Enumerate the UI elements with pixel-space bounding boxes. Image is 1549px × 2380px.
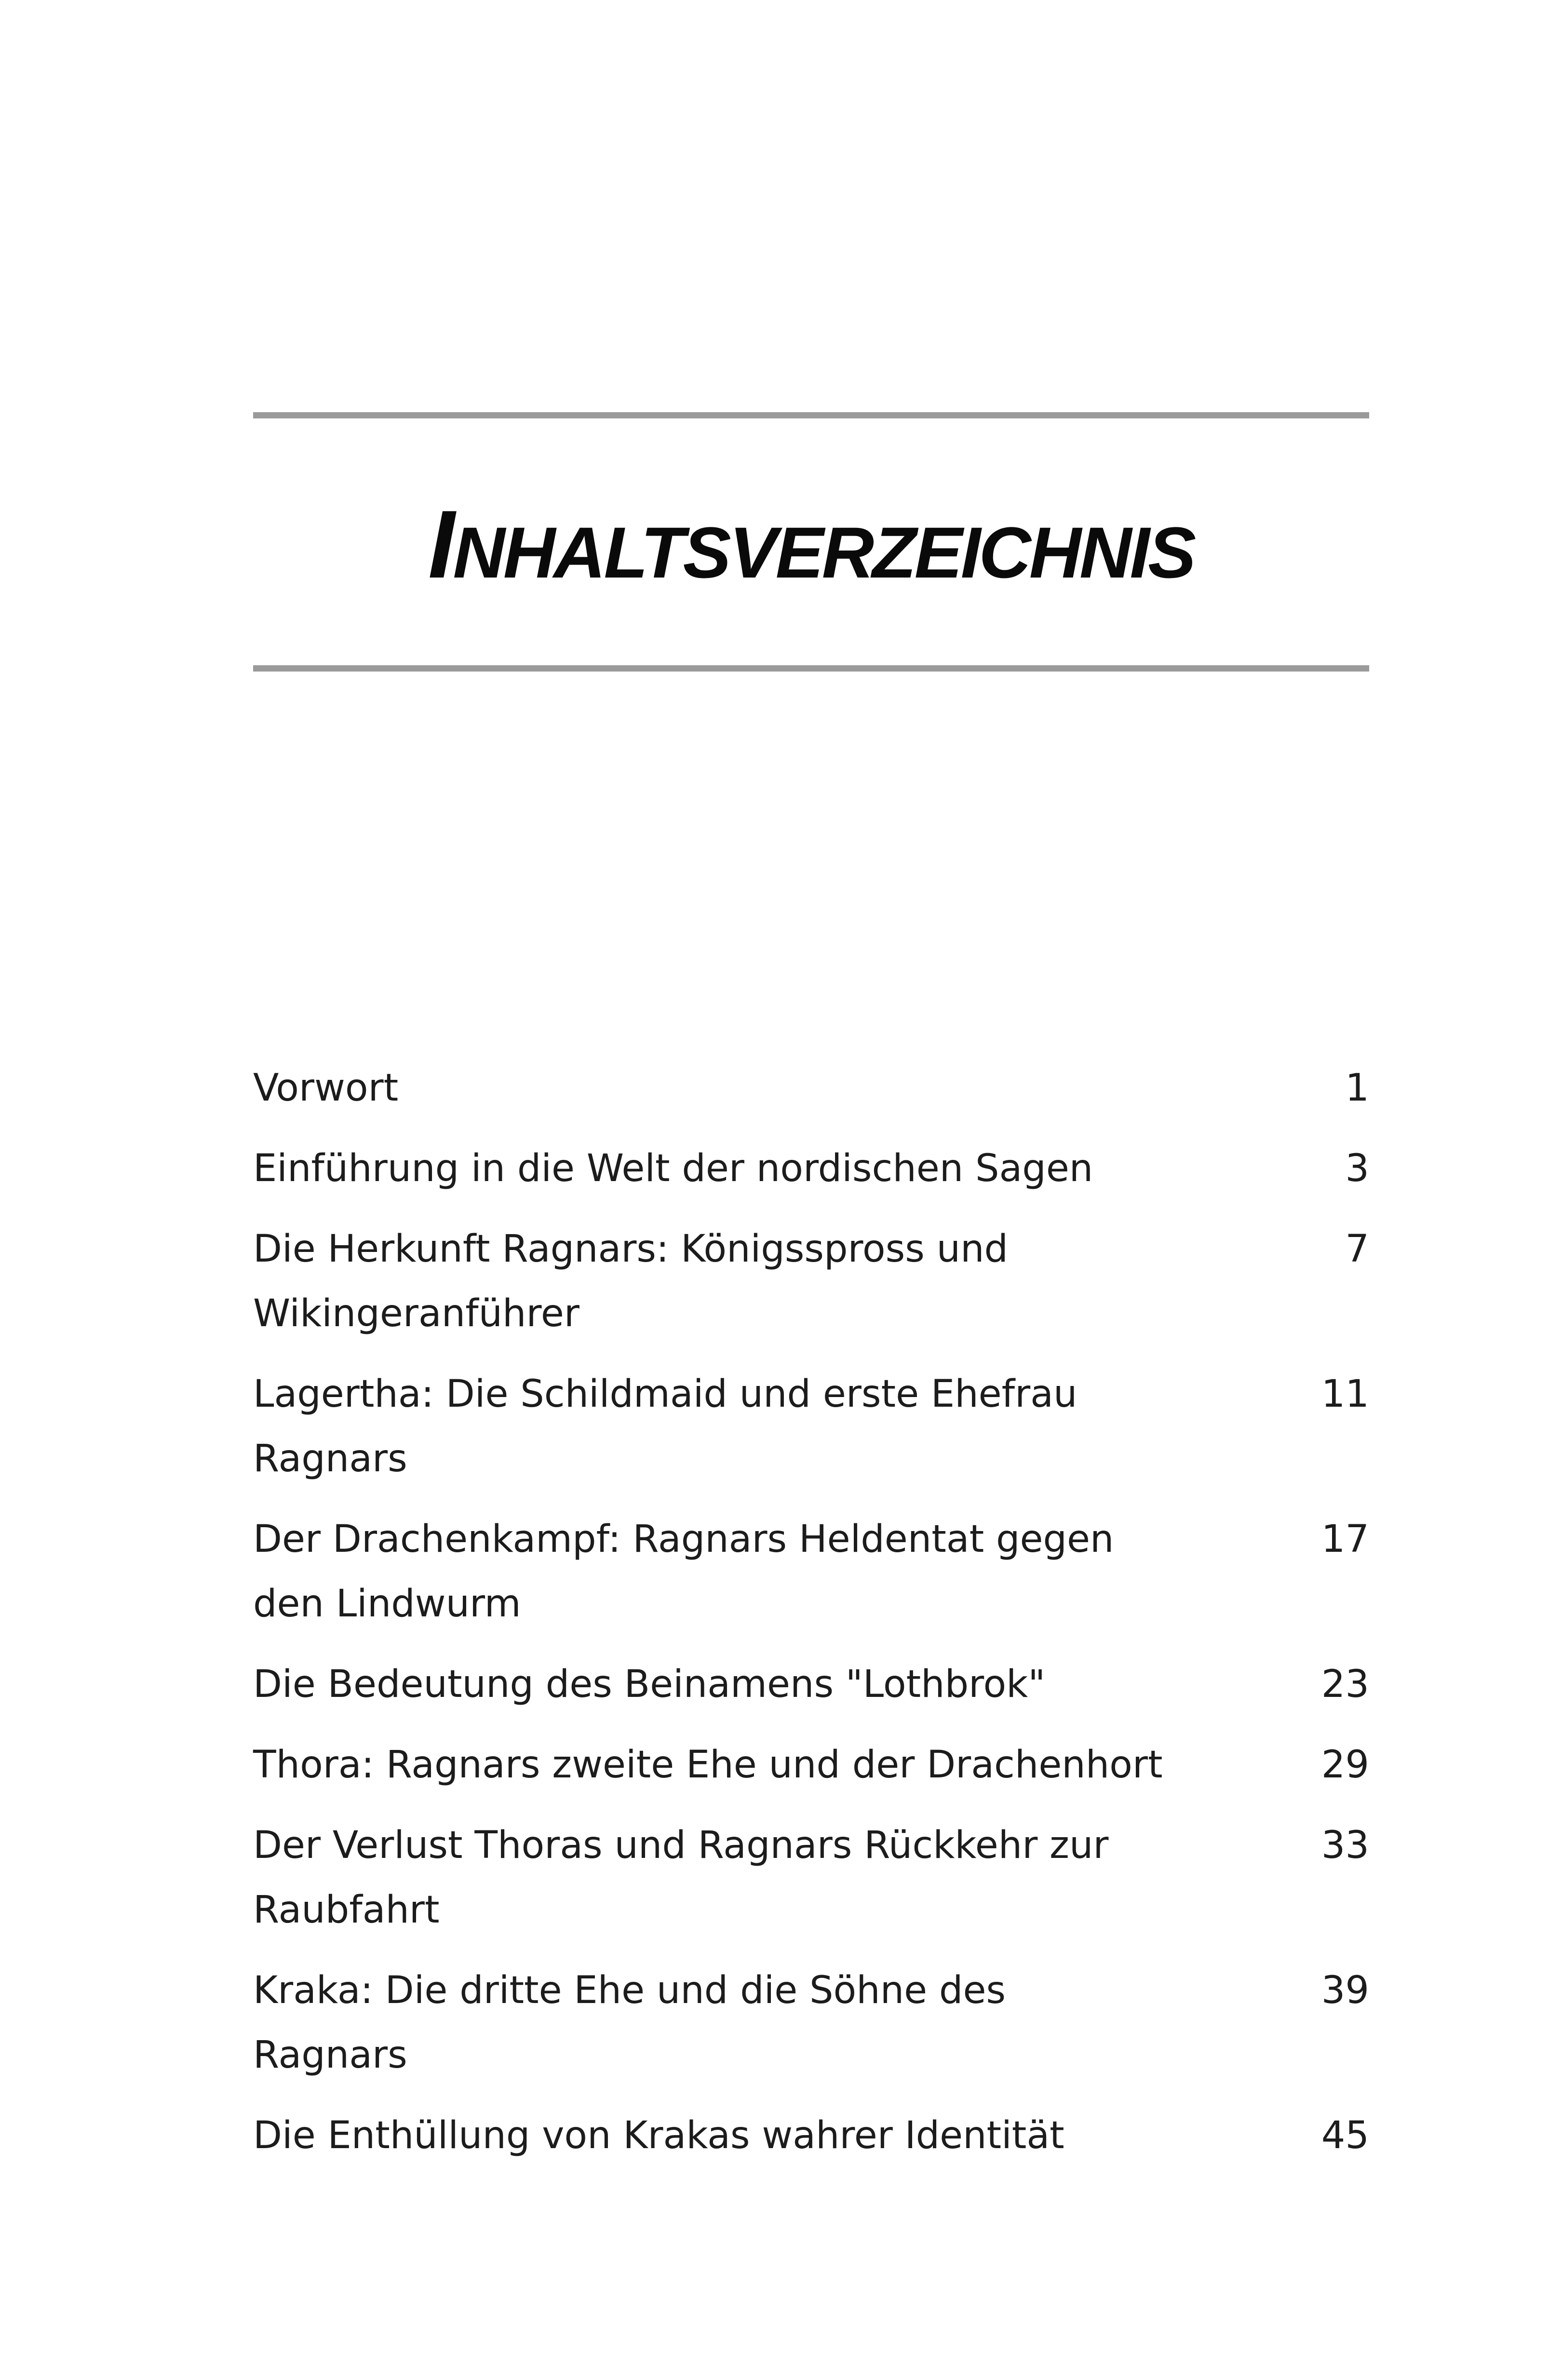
toc-entry-title: Der Verlust Thoras und Ragnars Rückkehr zur Raubfahrt	[253, 1824, 1109, 1932]
title-initial: I	[428, 491, 453, 598]
toc-entry-title: Thora: Ragnars zweite Ehe und der Drachenhort	[253, 1743, 1163, 1787]
toc-entry[interactable]	[253, 1733, 1369, 1797]
title-rest: NHALTSVERZEICHNIS	[453, 512, 1195, 593]
toc-entry-page: 29	[1321, 1743, 1369, 1787]
toc-entry[interactable]	[253, 1136, 1369, 1201]
toc-entry-page: 1	[1345, 1066, 1369, 1110]
toc-entry-title: Die Bedeutung des Beinamens "Lothbrok"	[253, 1663, 1046, 1706]
toc-entry[interactable]	[253, 1813, 1369, 1942]
toc-entry[interactable]	[253, 2103, 1369, 2168]
bottom-divider	[253, 665, 1369, 672]
toc-entry-title: Die Herkunft Ragnars: Königsspross und Wikingeranführer	[253, 1227, 1009, 1335]
toc-entry-page: 45	[1321, 2114, 1369, 2157]
toc-entry-title: Lagertha: Die Schildmaid und erste Ehefrau Ragnars	[253, 1372, 1078, 1480]
toc-entry-page: 11	[1321, 1372, 1369, 1416]
toc-entry[interactable]	[253, 1217, 1369, 1346]
page-title	[253, 489, 1369, 600]
toc-entry[interactable]	[253, 1056, 1369, 1120]
toc-entry[interactable]	[253, 1362, 1369, 1491]
toc-entry[interactable]	[253, 1507, 1369, 1636]
table-of-contents	[253, 1056, 1369, 2184]
toc-entry[interactable]	[253, 1958, 1369, 2087]
toc-entry-title: Einführung in die Welt der nordischen Sagen	[253, 1147, 1093, 1190]
toc-entry-page: 7	[1345, 1227, 1369, 1271]
toc-entry-title: Die Enthüllung von Krakas wahrer Identität	[253, 2114, 1064, 2157]
toc-entry[interactable]	[253, 1652, 1369, 1717]
toc-entry-page: 23	[1321, 1663, 1369, 1706]
toc-entry-title: Der Drachenkampf: Ragnars Heldentat gegen den Lindwurm	[253, 1518, 1114, 1626]
toc-entry-title: Vorwort	[253, 1066, 399, 1110]
toc-entry-page: 33	[1321, 1824, 1369, 1867]
toc-entry-page: 3	[1345, 1147, 1369, 1190]
toc-entry-page: 39	[1321, 1969, 1369, 2012]
toc-entry-title: Kraka: Die dritte Ehe und die Söhne des Ragnars	[253, 1969, 1006, 2077]
top-divider	[253, 412, 1369, 418]
toc-entry-page: 17	[1321, 1518, 1369, 1561]
